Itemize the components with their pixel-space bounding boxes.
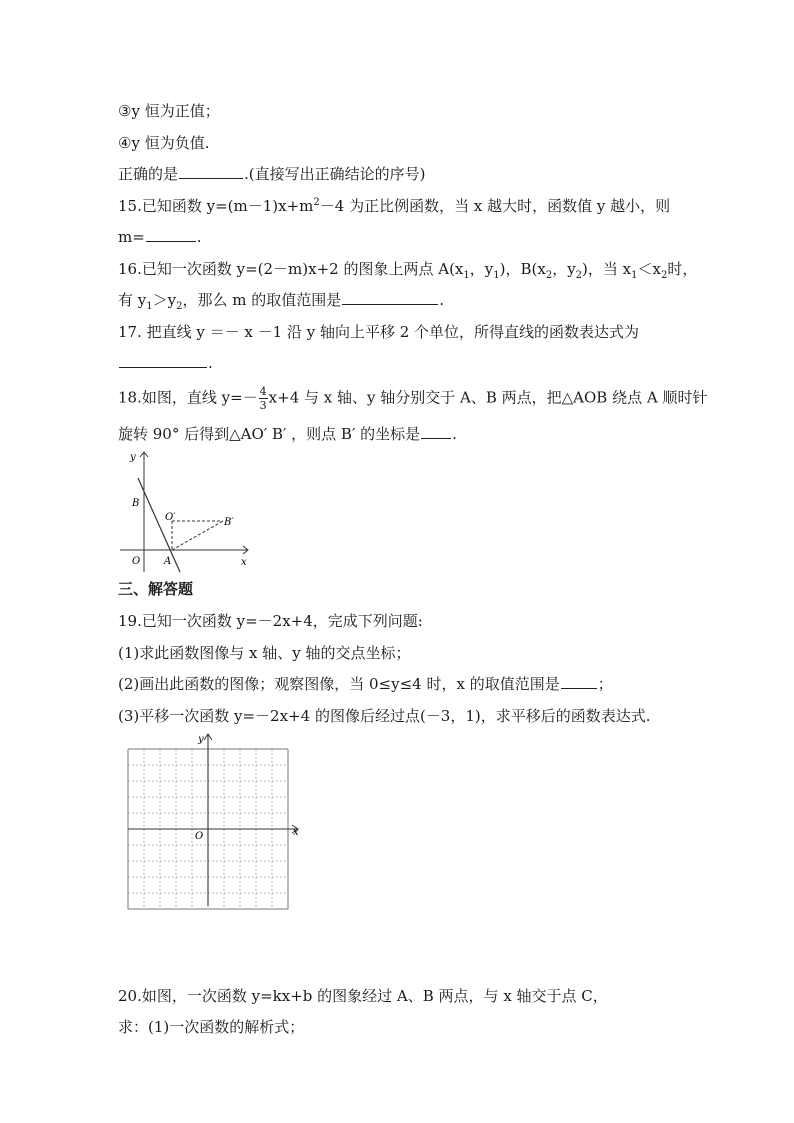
label-x: x bbox=[241, 557, 247, 568]
label-o: O bbox=[195, 831, 204, 842]
question-16: 16.已知一次函数 y=(2－m)x+2 的图象上两点 $A(x_1$，$y_1$)，$B(x_2$，$y_2$)，当 $x_1<x_2$时， bbox=[118, 260, 698, 281]
question-19-part-1: (1)求此函数图像与 x 轴、y 轴的交点坐标； bbox=[118, 644, 411, 662]
question-20-part-1: 求：(1)一次函数的解析式； bbox=[118, 1018, 305, 1036]
question-16-cont: 有 $y_1>y_2$，那么 m 的取值范围是 . bbox=[118, 291, 445, 312]
fraction: $\frac{4}{3}$ bbox=[259, 385, 267, 412]
question-19: 19.已知一次函数 y=－2x+4，完成下列问题: bbox=[118, 612, 423, 630]
question-18: 18.如图，直线 y=－ $\frac{4}{3}$ x+4 与 x 轴、y 轴分别交于 A、B 两点，把△AOB 绕点 A 顺时针 bbox=[118, 385, 708, 412]
figure-19-grid bbox=[122, 732, 306, 910]
question-15: 15.已知函数 $y=(m-1)x+m^2-4$ 为正比例函数，当 x 越大时，函数值 y 越小，则 bbox=[118, 197, 671, 215]
label-x: x bbox=[293, 827, 299, 838]
question-20: 20.如图，一次函数 y=kx+b 的图象经过 A、B 两点，与 x 轴交于点 C， bbox=[118, 987, 608, 1005]
answer-blank[interactable] bbox=[561, 674, 597, 689]
question-19-part-3: (3)平移一次函数 y=－2x+4 的图像后经过点(－3，1)，求平移后的函数表达式. bbox=[118, 707, 651, 725]
label-o-prime: O′ bbox=[165, 512, 176, 523]
option-3: ③y 恒为正值； bbox=[118, 102, 220, 120]
label-a: A bbox=[164, 556, 172, 567]
label-y: y bbox=[198, 734, 204, 745]
answer-prompt: 正确的是 .(直接写出正确结论的序号) bbox=[118, 165, 426, 183]
question-18-cont: 旋转 90° 后得到△AO′ B′ ，则点 B′ 的坐标是 . bbox=[118, 425, 457, 443]
label-o: O bbox=[132, 556, 141, 567]
answer-blank[interactable] bbox=[146, 227, 196, 242]
answer-blank[interactable] bbox=[179, 164, 243, 179]
question-17-cont: . bbox=[118, 353, 213, 373]
answer-blank[interactable] bbox=[342, 290, 438, 305]
segment-ab2 bbox=[172, 521, 223, 550]
section-3-heading: 三、解答题 bbox=[118, 580, 194, 598]
figure-18 bbox=[116, 448, 256, 576]
label-y: y bbox=[130, 452, 136, 463]
label-b: B bbox=[132, 498, 140, 509]
question-15-cont: m= . bbox=[118, 228, 202, 246]
question-19-part-2: (2)画出此函数的图像；观察图像，当 0≤y≤4 时，x 的取值范围是 ； bbox=[118, 675, 613, 693]
question-17: 17. 把直线 y ＝－ x －1 沿 y 轴向上平移 2 个单位，所得直线的函数表达式为 bbox=[118, 323, 640, 341]
option-4: ④y 恒为负值. bbox=[118, 134, 210, 152]
label-b-prime: B′ bbox=[224, 517, 234, 528]
answer-blank[interactable] bbox=[119, 353, 207, 368]
answer-blank[interactable] bbox=[421, 424, 451, 439]
